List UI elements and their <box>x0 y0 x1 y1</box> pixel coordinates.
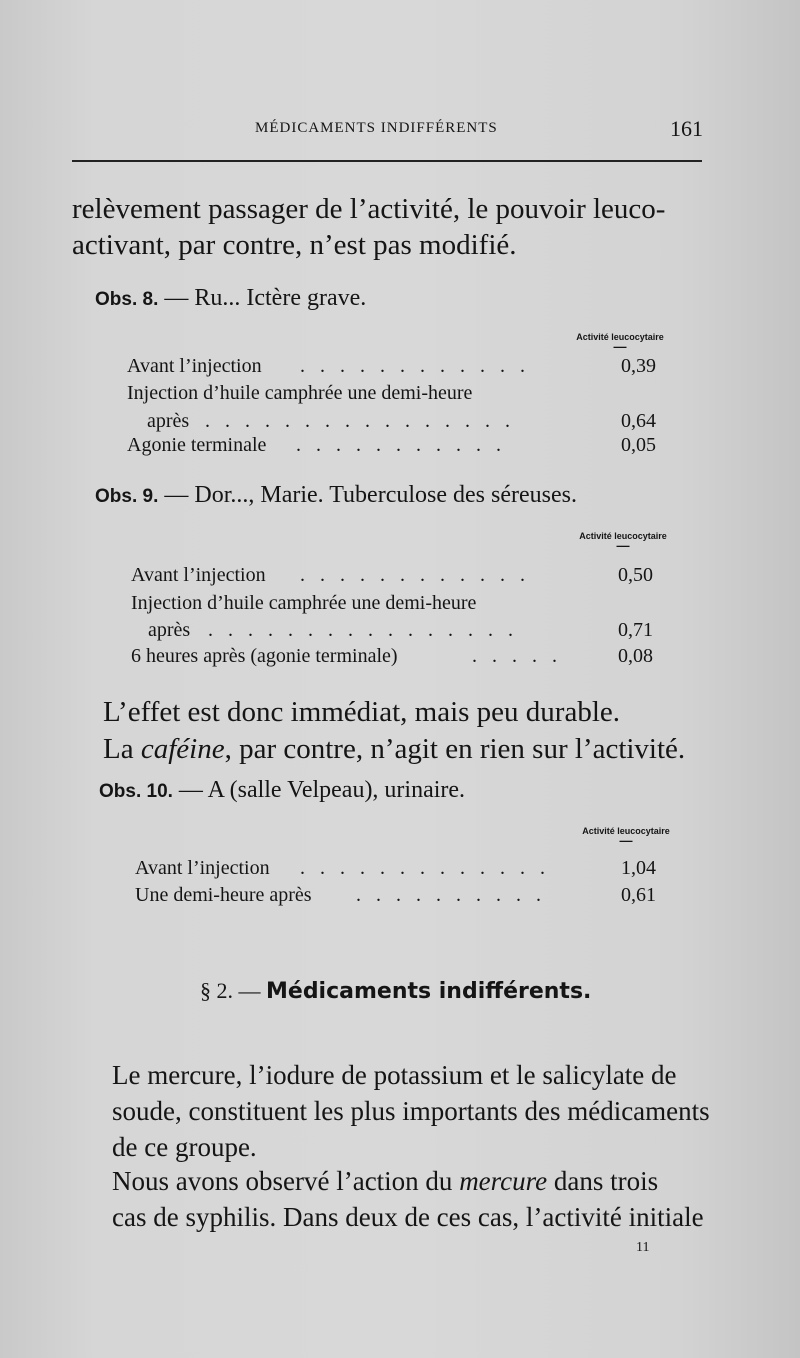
obs-10-heading <box>99 777 465 804</box>
obs-9-column-header <box>563 531 683 551</box>
middle-line-2-end: , par contre, n’agit en rien sur l’activité. <box>224 733 686 765</box>
obs-8-heading <box>95 285 366 312</box>
obs-9-text: — Dor..., Marie. Tuberculose des séreuses. <box>164 482 577 508</box>
closing-p2-end: dans trois <box>547 1166 659 1196</box>
obs-8-row-4-value: 0,05 <box>621 434 656 456</box>
intro-line-2: activant, par contre, n’est pas modifié. <box>72 229 517 261</box>
header-rule <box>72 160 702 162</box>
obs-9-column-title: Activité leucocytaire <box>579 531 667 541</box>
obs-8-row-2-label: Injection d’huile camphrée une demi-heure <box>127 382 473 404</box>
obs-9-column-dash: — <box>616 538 630 553</box>
closing-p2-start: Nous avons observé l’action du <box>112 1166 460 1196</box>
middle-line-2-start: La <box>103 733 141 765</box>
obs-8-row-4-label: Agonie terminale <box>127 434 267 456</box>
obs-9-row-4-dots: . . . . . <box>472 645 562 667</box>
closing-p2-line-2: cas de syphilis. Dans deux de ces cas, l’activité initiale <box>112 1202 704 1232</box>
closing-p2-line-1 <box>112 1162 658 1200</box>
obs-9-label: Obs. 9. <box>95 486 159 507</box>
closing-p1-line-1: Le mercure, l’iodure de potassium et le salicylate de <box>112 1060 677 1090</box>
obs-10-row-2-value: 0,61 <box>621 884 656 906</box>
closing-p1-line-3: de ce groupe. <box>112 1132 257 1162</box>
obs-8-label: Obs. 8. <box>95 289 159 310</box>
obs-10-row-1-label: Avant l’injection <box>135 857 270 879</box>
obs-9-row-2-label: Injection d’huile camphrée une demi-heure <box>131 592 477 614</box>
obs-10-column-dash: — <box>619 833 633 848</box>
obs-10-row-2-label: Une demi-heure après <box>135 884 312 906</box>
obs-8-row-1-label: Avant l’injection <box>127 355 262 377</box>
obs-8-row-1-value: 0,39 <box>621 355 656 377</box>
obs-8-column-dash: — <box>613 339 627 354</box>
intro-line-1: relèvement passager de l’activité, le pouvoir leuco- <box>72 193 666 225</box>
obs-8-row-3-label: après <box>147 410 190 432</box>
section-number: § 2. — <box>200 978 261 1003</box>
obs-8-column-title: Activité leucocytaire <box>576 332 664 342</box>
obs-10-column-title: Activité leucocytaire <box>582 826 670 836</box>
obs-10-label: Obs. 10. <box>99 781 173 802</box>
closing-p1-line-2: soude, constituent les plus importants des médicaments <box>112 1096 710 1126</box>
obs-8-column-header <box>560 332 680 352</box>
middle-line-2-italic: caféine <box>140 733 225 765</box>
closing-p2-italic: mercure <box>459 1166 548 1196</box>
running-title: MÉDICAMENTS INDIFFÉRENTS <box>255 120 498 136</box>
obs-10-row-1-value: 1,04 <box>621 857 656 879</box>
obs-8-row-3-dots: . . . . . . . . . . . . . . . . <box>205 410 515 432</box>
obs-9-heading <box>95 482 577 509</box>
printer-signature: 11 <box>636 1240 650 1255</box>
obs-9-row-1-label: Avant l’injection <box>131 564 266 586</box>
middle-line-2 <box>103 730 685 768</box>
page-number: 161 <box>670 116 703 141</box>
obs-9-row-1-value: 0,50 <box>618 564 653 586</box>
middle-line-1: L’effet est donc immédiat, mais peu durable. <box>103 696 621 728</box>
obs-9-row-1-dots: . . . . . . . . . . . . <box>300 564 530 586</box>
obs-9-row-4-value: 0,08 <box>618 645 653 667</box>
section-heading <box>200 978 591 1004</box>
obs-8-row-1-dots: . . . . . . . . . . . . <box>300 355 530 377</box>
section-title: Médicaments indifférents. <box>266 979 592 1004</box>
obs-8-text: — Ru... Ictère grave. <box>164 285 367 311</box>
obs-9-row-3-dots: . . . . . . . . . . . . . . . . <box>208 619 518 641</box>
obs-9-row-4-label: 6 heures après (agonie terminale) <box>131 645 398 667</box>
obs-8-row-3-value: 0,64 <box>621 410 656 432</box>
obs-10-text: — A (salle Velpeau), urinaire. <box>178 777 466 803</box>
obs-9-row-3-label: après <box>148 619 191 641</box>
obs-10-row-1-dots: . . . . . . . . . . . . . <box>300 857 550 879</box>
obs-8-row-4-dots: . . . . . . . . . . . <box>296 434 506 456</box>
obs-10-column-header <box>566 826 686 846</box>
obs-9-row-3-value: 0,71 <box>618 619 653 641</box>
obs-10-row-2-dots: . . . . . . . . . . <box>356 884 546 906</box>
